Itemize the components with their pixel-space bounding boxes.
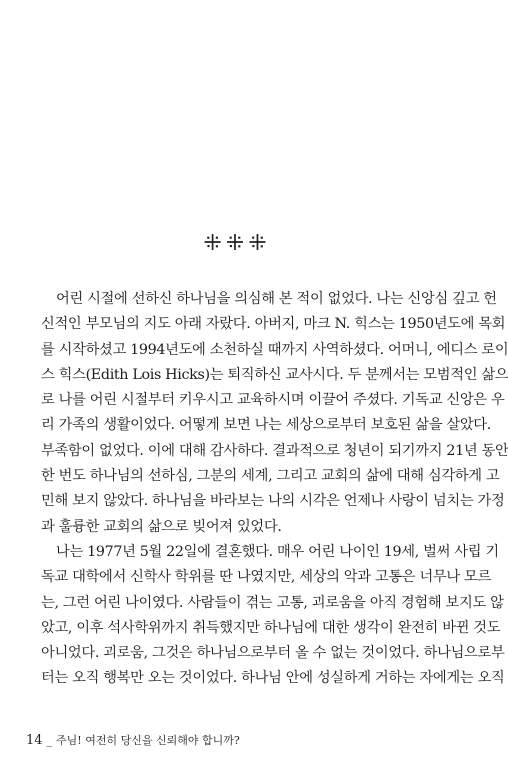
ornament-icon: ⁜ — [203, 231, 222, 256]
text-line: 신적인 부모님의 지도 아래 자랐다. 아버지, 마크 N. 힉스는 1950년도에 목회 — [41, 316, 506, 333]
text-line: 리 가족의 생활이었다. 어떻게 보면 나는 세상으로부터 보호된 삶을 살았다. — [41, 417, 491, 434]
section-ornament — [0, 232, 470, 256]
ornament-icon: ⁜ — [225, 231, 245, 256]
text-line: 민해 보지 않았다. 하나님을 바라보는 나의 시각은 언제나 사랑이 넘치는 가정 — [41, 493, 505, 510]
page-number: 14 — [26, 733, 43, 748]
text-line: 한 번도 하나님의 선하심, 그분의 세계, 그리고 교회의 삶에 대해 심각하게 고 — [41, 468, 500, 485]
text-line: 어린 시절에 선하신 하나님을 의심해 본 적이 없었다. 나는 신앙심 깊고 헌 — [56, 291, 497, 307]
footer-separator: _ — [46, 734, 53, 747]
page-footer — [26, 734, 240, 748]
running-title: 주님! 여전히 당신을 신뢰해야 합니까? — [56, 734, 240, 747]
text-line: 과 훌륭한 교회의 삶으로 빚어져 있었다. — [41, 518, 282, 535]
text-line: 았고, 이후 석사학위까지 취득했지만 하나님에 대한 생각이 완전히 바뀐 것도 — [41, 619, 501, 636]
text-line: 독교 대학에서 신학사 학위를 딴 나였지만, 세상의 악과 고통은 너무나 모르 — [41, 569, 491, 586]
body-text — [41, 287, 508, 692]
text-line: 는, 그런 어린 나이였다. 사람들이 겪는 고통, 괴로움을 아직 경험해 보지도 않 — [41, 594, 504, 611]
ornament-icon: ⁜ — [248, 231, 267, 256]
text-line: 부족함이 없었다. 이에 대해 감사하다. 결과적으로 청년이 되기까지 21년 동안 — [41, 442, 508, 459]
text-line: 를 시작하셨고 1994년도에 소천하실 때까지 사역하셨다. 어머니, 에디스 로이 — [41, 341, 508, 358]
text-line: 나는 1977년 5월 22일에 결혼했다. 매우 어린 나이인 19세, 벌써 사립 기 — [56, 543, 499, 560]
paragraph — [41, 287, 508, 540]
paragraph — [41, 540, 505, 692]
text-line: 터는 오직 행복만 오는 것이었다. 하나님 안에 성실하게 거하는 자에게는 오직 — [41, 670, 505, 687]
text-line: 스 힉스(Edith Lois Hicks)는 퇴직하신 교사시다. 두 분께서는 모범적인 삶으 — [41, 366, 508, 383]
text-line: 로 나를 어린 시절부터 키우시고 교육하시며 이끌어 주셨다. 기독교 신앙은 우 — [41, 392, 505, 409]
text-line: 아니었다. 괴로움, 그것은 하나님으로부터 올 수 없는 것이었다. 하나님으로부 — [41, 645, 505, 662]
